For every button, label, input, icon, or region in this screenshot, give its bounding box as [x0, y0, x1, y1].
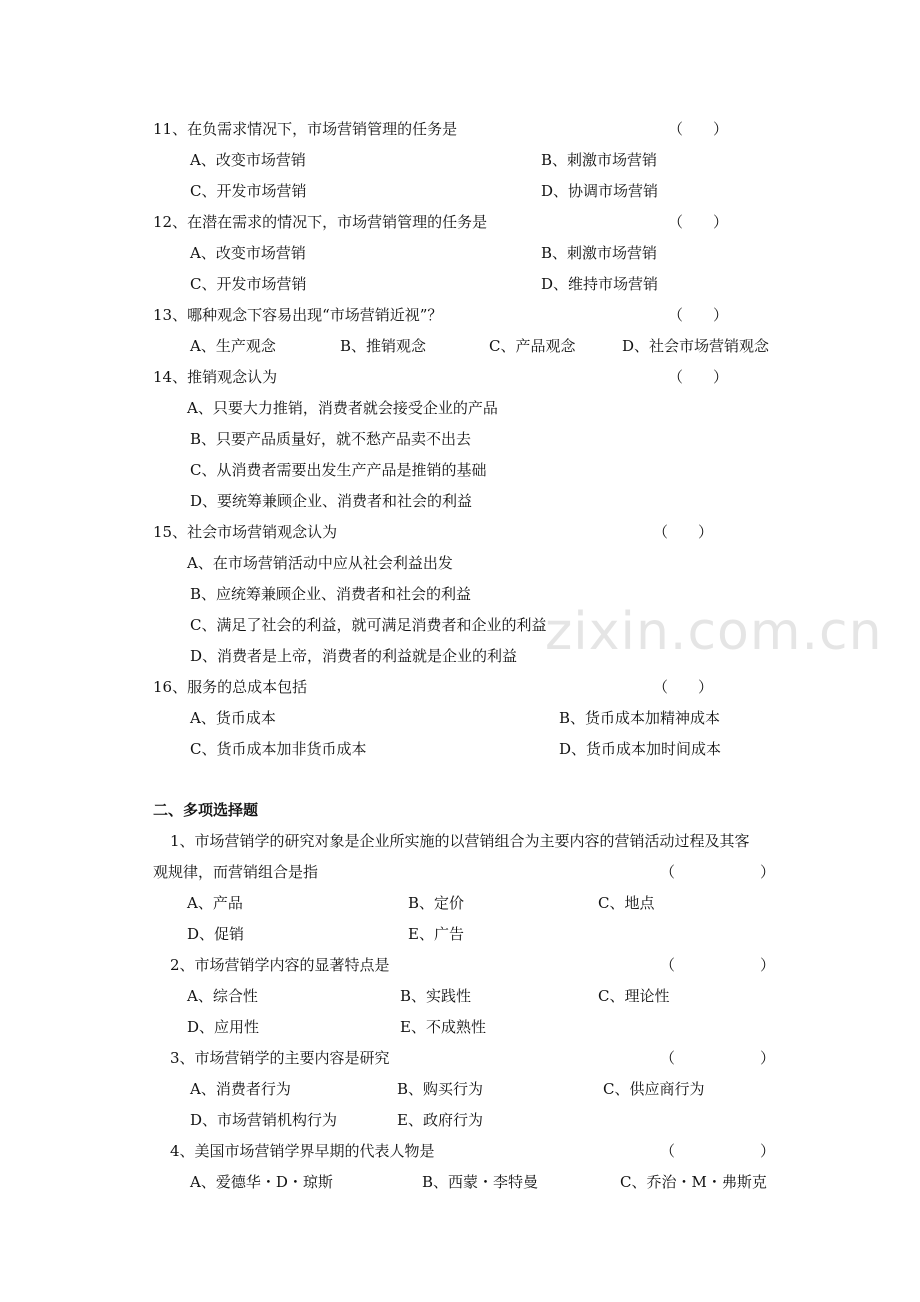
multi-question-2-stem: 2、市场营销学内容的显著特点是: [170, 956, 390, 974]
question-15-option-b: B、应统筹兼顾企业、消费者和社会的利益: [190, 585, 472, 603]
question-14-option-a: A、只要大力推销，消费者就会接受企业的产品: [187, 399, 498, 417]
question-13-option-b: B、推销观念: [340, 337, 427, 355]
multi-question-1-option-b: B、定价: [408, 894, 465, 912]
multi-question-3-option-c: C、供应商行为: [603, 1080, 705, 1098]
multi-question-1-option-e: E、广告: [408, 925, 464, 943]
question-11-answer-paren: （ ）: [668, 120, 729, 138]
multi-question-4-option-a: A、爱德华・D・琼斯: [190, 1173, 333, 1191]
multi-question-4-paren-close: ）: [760, 1142, 776, 1160]
multi-question-2-option-a: A、综合性: [187, 987, 258, 1005]
multi-question-4-stem: 4、美国市场营销学界早期的代表人物是: [170, 1142, 435, 1160]
question-14-option-c: C、从消费者需要出发生产产品是推销的基础: [190, 461, 487, 479]
question-12-option-b: B、刺激市场营销: [541, 244, 658, 262]
question-13-option-c: C、产品观念: [489, 337, 576, 355]
question-12-stem: 12、在潜在需求的情况下，市场营销管理的任务是: [153, 213, 488, 231]
question-14-answer-paren: （ ）: [668, 368, 729, 386]
watermark: zixin.com.cn: [545, 602, 883, 662]
question-11-stem: 11、在负需求情况下，市场营销管理的任务是: [153, 120, 458, 138]
multi-question-2-paren-close: ）: [760, 956, 776, 974]
question-13-answer-paren: （ ）: [668, 306, 729, 324]
question-11-option-d: D、协调市场营销: [541, 182, 659, 200]
question-11-option-a: A、改变市场营销: [190, 151, 306, 169]
multi-question-3-option-a: A、消费者行为: [190, 1080, 291, 1098]
question-15-stem: 15、社会市场营销观念认为: [153, 523, 338, 541]
question-16-option-d: D、货币成本加时间成本: [559, 740, 722, 758]
multi-question-2-option-e: E、不成熟性: [400, 1018, 486, 1036]
question-16-option-b: B、货币成本加精神成本: [559, 709, 721, 727]
multi-question-4-option-c: C、乔治・M・弗斯克: [620, 1173, 767, 1191]
question-12-answer-paren: （ ）: [668, 213, 729, 231]
question-14-option-b: B、只要产品质量好，就不愁产品卖不出去: [190, 430, 472, 448]
multi-question-3-option-b: B、购买行为: [397, 1080, 484, 1098]
multi-question-2-option-d: D、应用性: [187, 1018, 260, 1036]
multi-question-3-paren-close: ）: [760, 1049, 776, 1067]
question-13-option-a: A、生产观念: [190, 337, 276, 355]
question-13-option-d: D、社会市场营销观念: [622, 337, 770, 355]
question-15-answer-paren: （ ）: [653, 523, 714, 541]
question-12-option-c: C、开发市场营销: [190, 275, 307, 293]
question-15-option-d: D、消费者是上帝，消费者的利益就是企业的利益: [190, 647, 518, 665]
question-13-stem: 13、哪种观念下容易出现“市场营销近视”？: [153, 306, 443, 324]
section-2-heading: 二、多项选择题: [153, 801, 259, 819]
question-12-option-a: A、改变市场营销: [190, 244, 306, 262]
multi-question-1-stem-line1: 1、市场营销学的研究对象是企业所实施的以营销组合为主要内容的营销活动过程及其客: [170, 832, 750, 850]
question-16-option-c: C、货币成本加非货币成本: [190, 740, 367, 758]
multi-question-3-option-d: D、市场营销机构行为: [190, 1111, 338, 1129]
question-15-option-c: C、满足了社会的利益，就可满足消费者和企业的利益: [190, 616, 547, 634]
multi-question-1-paren-close: ）: [760, 863, 776, 881]
multi-question-1-option-c: C、地点: [598, 894, 655, 912]
multi-question-3-paren-open: （: [660, 1049, 676, 1067]
multi-question-1-stem-line2: 观规律，而营销组合是指: [153, 863, 319, 881]
question-11-option-b: B、刺激市场营销: [541, 151, 658, 169]
multi-question-2-option-c: C、理论性: [598, 987, 670, 1005]
multi-question-4-paren-open: （: [660, 1142, 676, 1160]
multi-question-2-option-b: B、实践性: [400, 987, 472, 1005]
question-16-option-a: A、货币成本: [190, 709, 276, 727]
question-11-option-c: C、开发市场营销: [190, 182, 307, 200]
multi-question-1-paren-open: （: [660, 863, 676, 881]
multi-question-3-stem: 3、市场营销学的主要内容是研究: [170, 1049, 390, 1067]
question-14-stem: 14、推销观念认为: [153, 368, 278, 386]
multi-question-3-option-e: E、政府行为: [397, 1111, 483, 1129]
question-14-option-d: D、要统筹兼顾企业、消费者和社会的利益: [190, 492, 473, 510]
question-12-option-d: D、维持市场营销: [541, 275, 659, 293]
multi-question-4-option-b: B、西蒙・李特曼: [422, 1173, 539, 1191]
multi-question-1-option-d: D、促销: [187, 925, 245, 943]
multi-question-1-option-a: A、产品: [187, 894, 243, 912]
multi-question-2-paren-open: （: [660, 956, 676, 974]
question-16-answer-paren: （ ）: [653, 678, 714, 696]
question-15-option-a: A、在市场营销活动中应从社会利益出发: [187, 554, 453, 572]
question-16-stem: 16、服务的总成本包括: [153, 678, 308, 696]
